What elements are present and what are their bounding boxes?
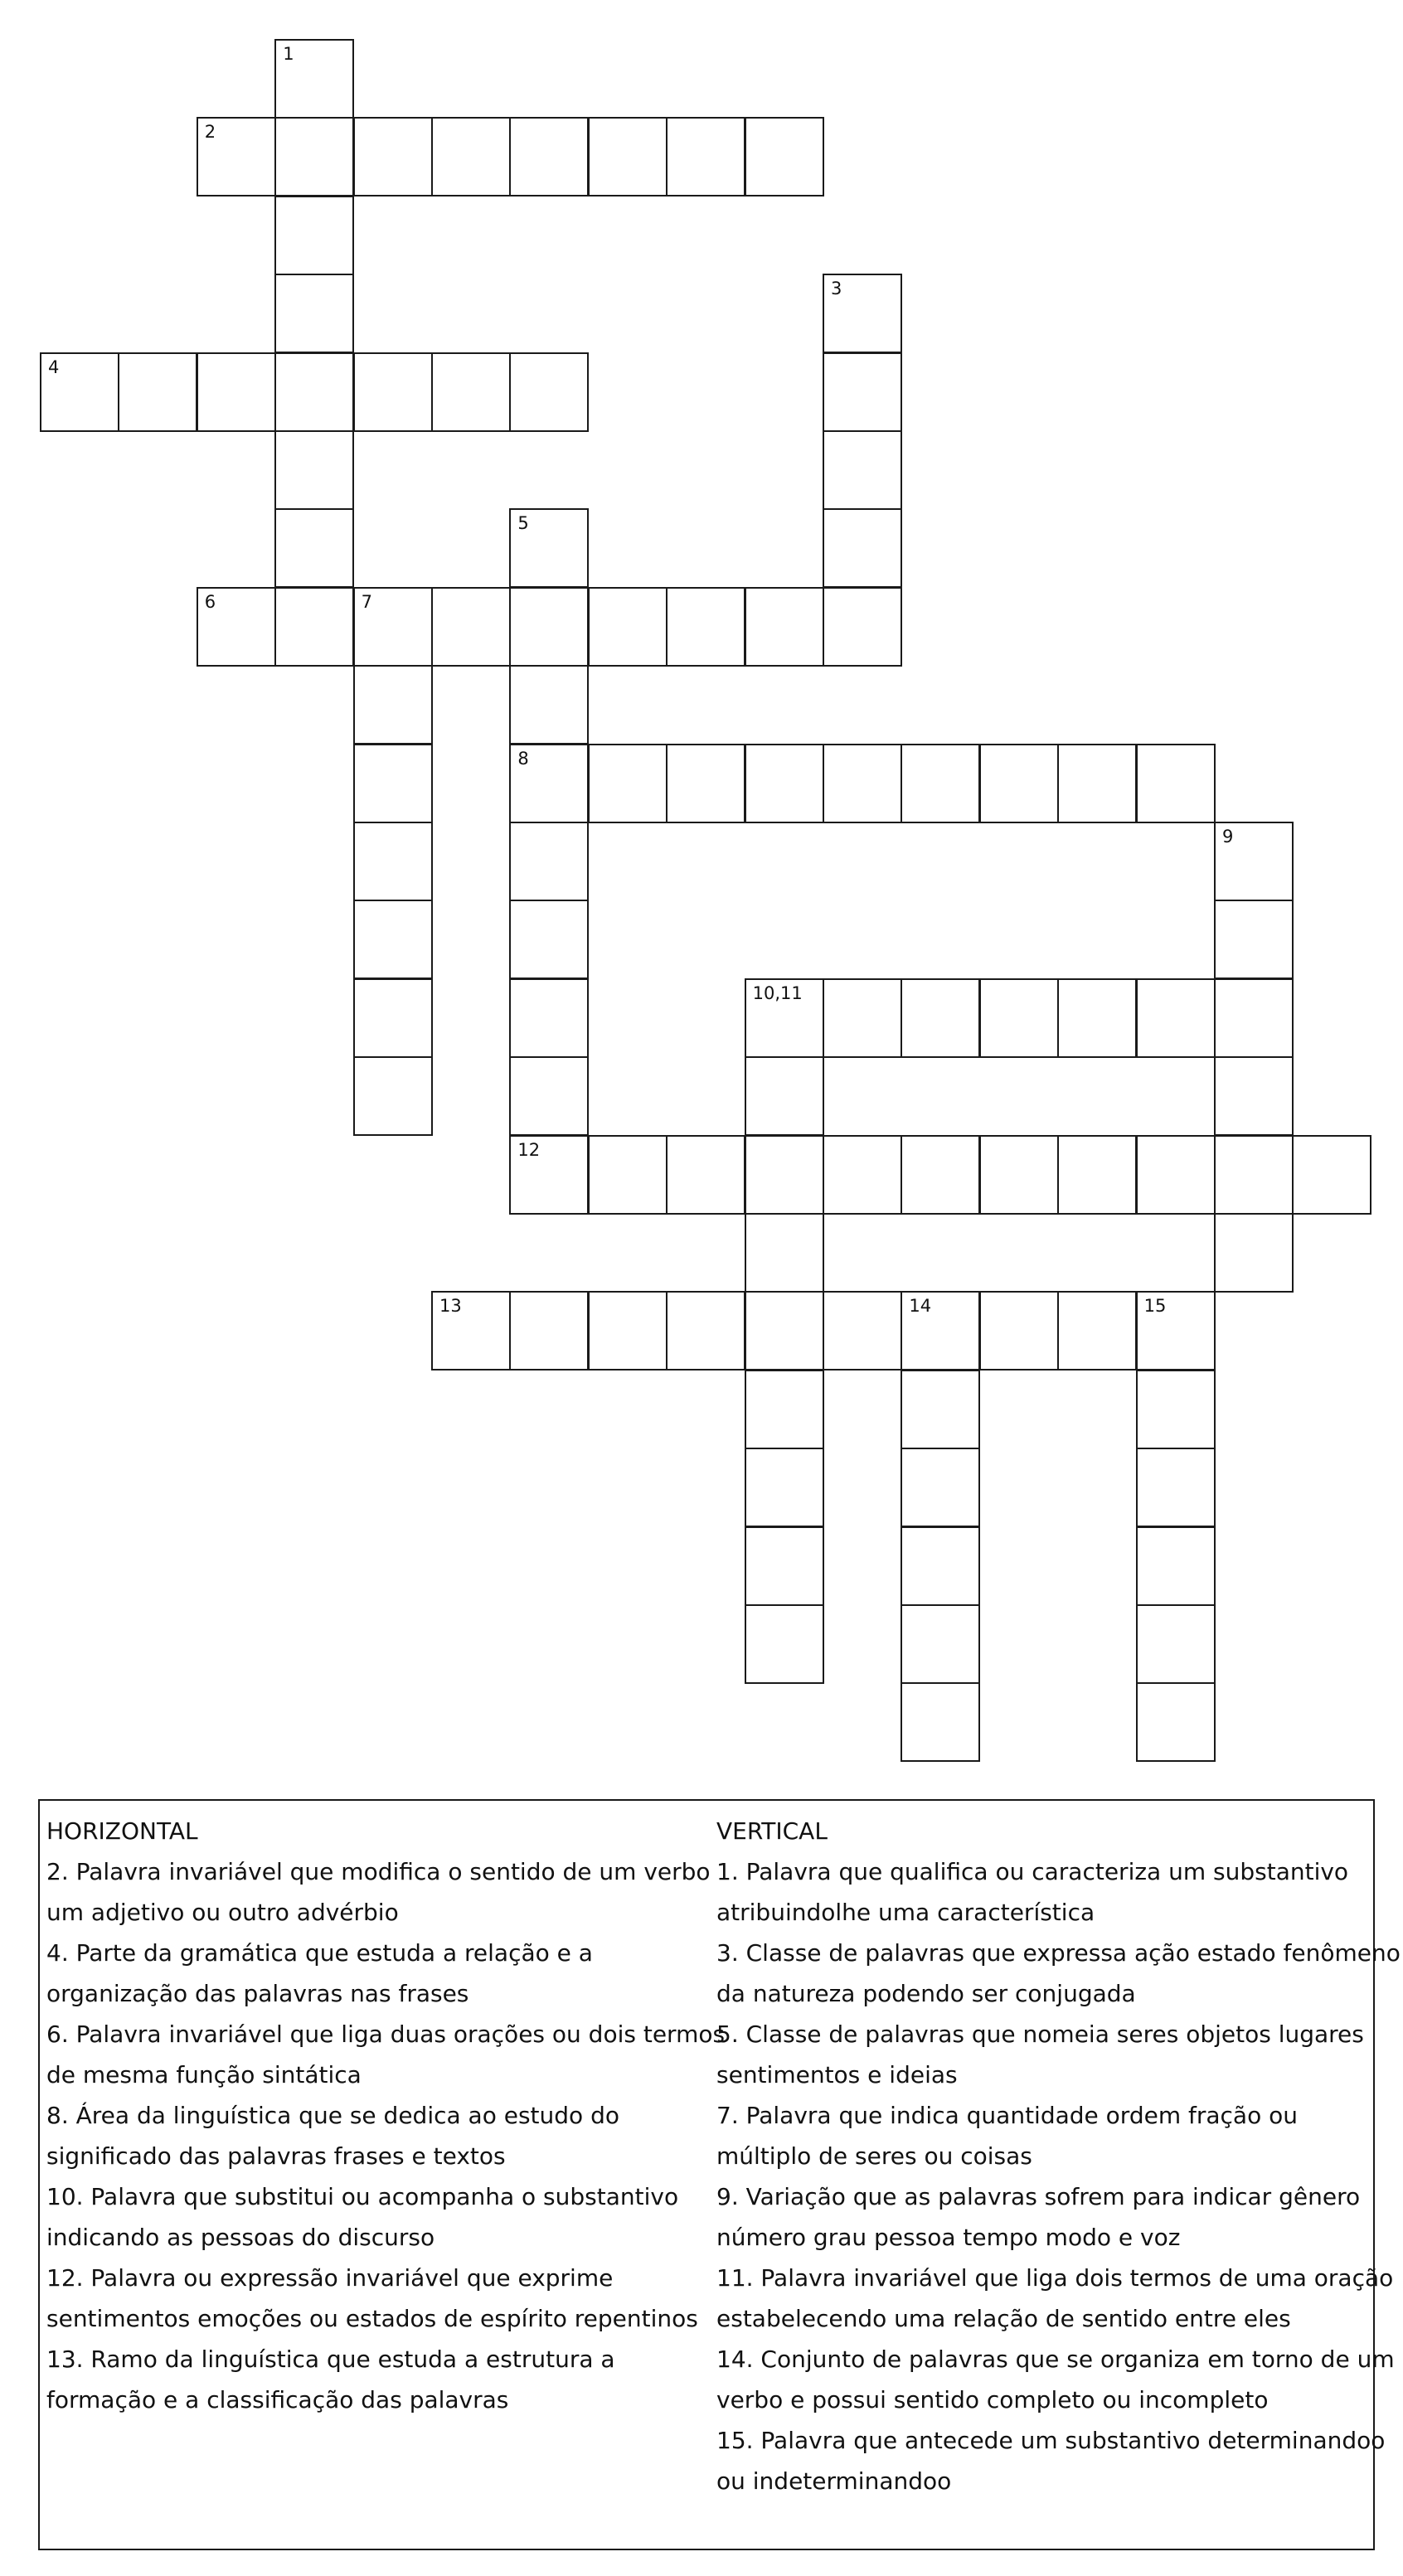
crossword-cell[interactable] <box>509 744 589 823</box>
crossword-cell[interactable] <box>1214 1213 1294 1293</box>
crossword-cell[interactable] <box>431 1291 511 1370</box>
crossword-cell[interactable] <box>979 744 1059 823</box>
clue-line: indicando as pessoas do discurso <box>46 2224 435 2251</box>
vertical-clue <box>716 1933 1401 2014</box>
clue-number: 8 <box>517 748 529 769</box>
clue-line: 4. Parte da gramática que estuda a relação e a <box>46 1939 593 1967</box>
crossword-cell[interactable] <box>274 587 354 667</box>
crossword-cell[interactable] <box>1136 1370 1216 1449</box>
crossword-cell[interactable] <box>979 1135 1059 1215</box>
clue-number: 2 <box>204 122 216 143</box>
clue-line: estabelecendo uma relação de sentido entre eles <box>716 2305 1291 2332</box>
clue-number: 5 <box>517 513 529 534</box>
crossword-cell[interactable] <box>588 117 668 196</box>
crossword-cell[interactable] <box>901 1291 980 1370</box>
crossword-cell[interactable] <box>1136 1526 1216 1606</box>
crossword-cell[interactable] <box>1136 1291 1216 1370</box>
crossword-cell[interactable] <box>588 1135 668 1215</box>
clues-box <box>38 1799 1401 2550</box>
crossword-cell[interactable] <box>901 1370 980 1449</box>
crossword-cell[interactable] <box>901 1682 980 1762</box>
crossword-cell[interactable] <box>353 978 433 1058</box>
crossword-cell[interactable] <box>509 665 589 745</box>
crossword-cell[interactable] <box>509 508 589 588</box>
crossword-cell[interactable] <box>979 1291 1059 1370</box>
horizontal-clue <box>46 2095 702 2176</box>
clue-line: significado das palavras frases e textos <box>46 2142 506 2170</box>
vertical-clue <box>716 1851 1371 1933</box>
crossword-cell[interactable] <box>1214 1135 1294 1215</box>
crossword-cell[interactable] <box>509 352 589 432</box>
clue-number: 3 <box>831 279 842 299</box>
crossword-cell[interactable] <box>823 744 902 823</box>
clue-line: 5. Classe de palavras que nomeia seres objetos lugares <box>716 2021 1364 2048</box>
crossword-cell[interactable] <box>274 117 354 196</box>
clue-line: 10. Palavra que substitui ou acompanha o substantivo <box>46 2183 679 2210</box>
crossword-cell[interactable] <box>509 1056 589 1136</box>
crossword-cell[interactable] <box>823 978 902 1058</box>
crossword-cell[interactable] <box>509 822 589 901</box>
crossword-cell[interactable] <box>588 587 668 667</box>
clue-line: 12. Palavra ou expressão invariável que exprime <box>46 2264 614 2292</box>
crossword-cell[interactable] <box>588 1291 668 1370</box>
crossword-cell[interactable] <box>431 352 511 432</box>
clue-line: 13. Ramo da linguística que estuda a estrutura a <box>46 2346 615 2373</box>
horizontal-clues-column <box>46 1811 726 2420</box>
clue-line: 7. Palavra que indica quantidade ordem fração ou <box>716 2102 1298 2129</box>
horizontal-clue <box>46 1933 702 2014</box>
vertical-clue-list <box>716 1851 1401 2501</box>
crossword-cell[interactable] <box>509 978 589 1058</box>
clue-line: 3. Classe de palavras que expressa ação estado fenômeno <box>716 1939 1401 1967</box>
crossword-cell[interactable] <box>509 1135 589 1215</box>
crossword-cell[interactable] <box>745 744 824 823</box>
crossword-cell[interactable] <box>745 1291 824 1370</box>
crossword-cell[interactable] <box>353 117 433 196</box>
vertical-clues-column <box>716 1811 1401 2501</box>
crossword-cell[interactable] <box>274 430 354 510</box>
crossword-cell[interactable] <box>745 1526 824 1606</box>
clue-line: múltiplo de seres ou coisas <box>716 2142 1032 2170</box>
crossword-cell[interactable] <box>745 587 824 667</box>
crossword-cell[interactable] <box>1057 1135 1137 1215</box>
crossword-cell[interactable] <box>745 978 824 1058</box>
crossword-cell[interactable] <box>666 1291 745 1370</box>
crossword-cell[interactable] <box>1214 900 1294 979</box>
horizontal-clue <box>46 1851 711 1933</box>
clue-number: 9 <box>1222 827 1234 847</box>
crossword-cell[interactable] <box>1214 978 1294 1058</box>
clue-number: 1 <box>283 44 294 64</box>
crossword-cell[interactable] <box>274 39 354 119</box>
clue-line: formação e a classificação das palavras <box>46 2386 509 2413</box>
crossword-cell[interactable] <box>901 1135 980 1215</box>
vertical-clue <box>716 2095 1371 2176</box>
horizontal-heading: HORIZONTAL <box>46 1817 198 1845</box>
clue-number: 10,11 <box>752 982 803 1003</box>
crossword-cell[interactable] <box>1292 1135 1371 1215</box>
crossword-cell[interactable] <box>979 978 1059 1058</box>
crossword-cell[interactable] <box>353 1056 433 1136</box>
horizontal-clue <box>46 2176 702 2258</box>
crossword-cell[interactable] <box>1214 822 1294 901</box>
crossword-cell[interactable] <box>353 352 433 432</box>
clue-line: sentimentos e ideias <box>716 2061 958 2088</box>
crossword-cell[interactable] <box>353 665 433 745</box>
clue-number: 4 <box>48 357 60 377</box>
crossword-cell[interactable] <box>353 900 433 979</box>
vertical-heading: VERTICAL <box>716 1817 828 1845</box>
crossword-cell[interactable] <box>666 587 745 667</box>
crossword-cell[interactable] <box>745 1370 824 1449</box>
crossword-cell[interactable] <box>353 822 433 901</box>
clue-line: 8. Área da linguística que se dedica ao estudo do <box>46 2102 619 2129</box>
horizontal-clue-list <box>46 1851 726 2420</box>
crossword-cell[interactable] <box>823 274 902 353</box>
crossword-cell[interactable] <box>431 117 511 196</box>
crossword-cell[interactable] <box>1136 1682 1216 1762</box>
crossword-cell[interactable] <box>274 352 354 432</box>
crossword-cell[interactable] <box>901 1604 980 1684</box>
clue-number: 14 <box>909 1296 932 1317</box>
clue-line: 6. Palavra invariável que liga duas orações ou dois termos <box>46 2021 726 2048</box>
vertical-clue <box>716 2176 1371 2258</box>
crossword-cell[interactable] <box>823 1135 902 1215</box>
crossword-cell[interactable] <box>197 117 276 196</box>
clue-line: ou indeterminandoo <box>716 2467 952 2495</box>
crossword-cell[interactable] <box>1136 978 1216 1058</box>
crossword-cell[interactable] <box>431 587 511 667</box>
horizontal-clue <box>46 2258 702 2339</box>
crossword-cell[interactable] <box>1136 1135 1216 1215</box>
crossword-cell[interactable] <box>901 1448 980 1527</box>
crossword-cell[interactable] <box>509 117 589 196</box>
crossword-cell[interactable] <box>745 1448 824 1527</box>
crossword-cell[interactable] <box>666 1135 745 1215</box>
clue-line: 11. Palavra invariável que liga dois termos de uma oração <box>716 2264 1394 2292</box>
crossword-cell[interactable] <box>1136 744 1216 823</box>
crossword-cell[interactable] <box>509 1291 589 1370</box>
clue-number: 7 <box>361 591 372 612</box>
crossword-cell[interactable] <box>901 978 980 1058</box>
crossword-cell[interactable] <box>666 744 745 823</box>
clue-line: de mesma função sintática <box>46 2061 362 2088</box>
vertical-clue <box>716 2420 1386 2501</box>
clue-line: sentimentos emoções ou estados de espírito repentinos <box>46 2305 698 2332</box>
clue-number: 15 <box>1143 1296 1167 1317</box>
clue-line: 9. Variação que as palavras sofrem para indicar gênero <box>716 2183 1361 2210</box>
crossword-cell[interactable] <box>274 274 354 353</box>
crossword-cell[interactable] <box>666 117 745 196</box>
crossword-cell[interactable] <box>823 1291 902 1370</box>
crossword-cell[interactable] <box>588 744 668 823</box>
crossword-cell[interactable] <box>353 587 433 667</box>
crossword-cell[interactable] <box>823 430 902 510</box>
crossword-cell[interactable] <box>118 352 197 432</box>
crossword-cell[interactable] <box>901 744 980 823</box>
crossword-cell[interactable] <box>197 587 276 667</box>
clue-line: 15. Palavra que antecede um substantivo determinandoo <box>716 2427 1386 2454</box>
clue-line: 2. Palavra invariável que modifica o sentido de um verbo <box>46 1858 711 1885</box>
crossword-cell[interactable] <box>40 352 119 432</box>
clue-line: atribuindolhe uma característica <box>716 1899 1095 1926</box>
crossword-cell[interactable] <box>745 1213 824 1293</box>
crossword-cell[interactable] <box>901 1526 980 1606</box>
crossword-cell[interactable] <box>509 900 589 979</box>
crossword-cell[interactable] <box>197 352 276 432</box>
crossword-cell[interactable] <box>745 1135 824 1215</box>
crossword-cell[interactable] <box>1057 1291 1137 1370</box>
crossword-cell[interactable] <box>1214 1056 1294 1136</box>
crossword-cell[interactable] <box>823 508 902 588</box>
clue-line: 14. Conjunto de palavras que se organiza em torno de um <box>716 2346 1395 2373</box>
horizontal-clue <box>46 2339 702 2420</box>
crossword-cell[interactable] <box>1136 1448 1216 1527</box>
crossword-cell[interactable] <box>1136 1604 1216 1684</box>
clue-line: organização das palavras nas frases <box>46 1980 469 2007</box>
crossword-cell[interactable] <box>745 117 824 196</box>
vertical-clue <box>716 2258 1394 2339</box>
crossword-cell[interactable] <box>823 352 902 432</box>
horizontal-clue <box>46 2014 726 2095</box>
clue-line: 1. Palavra que qualifica ou caracteriza um substantivo <box>716 1858 1349 1885</box>
clue-line: verbo e possui sentido completo ou incompleto <box>716 2386 1269 2413</box>
crossword-cell[interactable] <box>274 508 354 588</box>
clue-line: da natureza podendo ser conjugada <box>716 1980 1136 2007</box>
crossword-cell[interactable] <box>353 744 433 823</box>
clue-number: 6 <box>204 591 216 612</box>
crossword-cell[interactable] <box>745 1056 824 1136</box>
clue-line: um adjetivo ou outro advérbio <box>46 1899 399 1926</box>
vertical-clue <box>716 2014 1371 2095</box>
crossword-cell[interactable] <box>1057 978 1137 1058</box>
crossword-cell[interactable] <box>823 587 902 667</box>
crossword-cell[interactable] <box>509 587 589 667</box>
crossword-cell[interactable] <box>1057 744 1137 823</box>
crossword-cell[interactable] <box>745 1604 824 1684</box>
vertical-clue <box>716 2339 1395 2420</box>
clue-number: 13 <box>439 1296 462 1317</box>
crossword-cell[interactable] <box>274 196 354 275</box>
clue-number: 12 <box>517 1139 541 1160</box>
clue-line: número grau pessoa tempo modo e voz <box>716 2224 1181 2251</box>
